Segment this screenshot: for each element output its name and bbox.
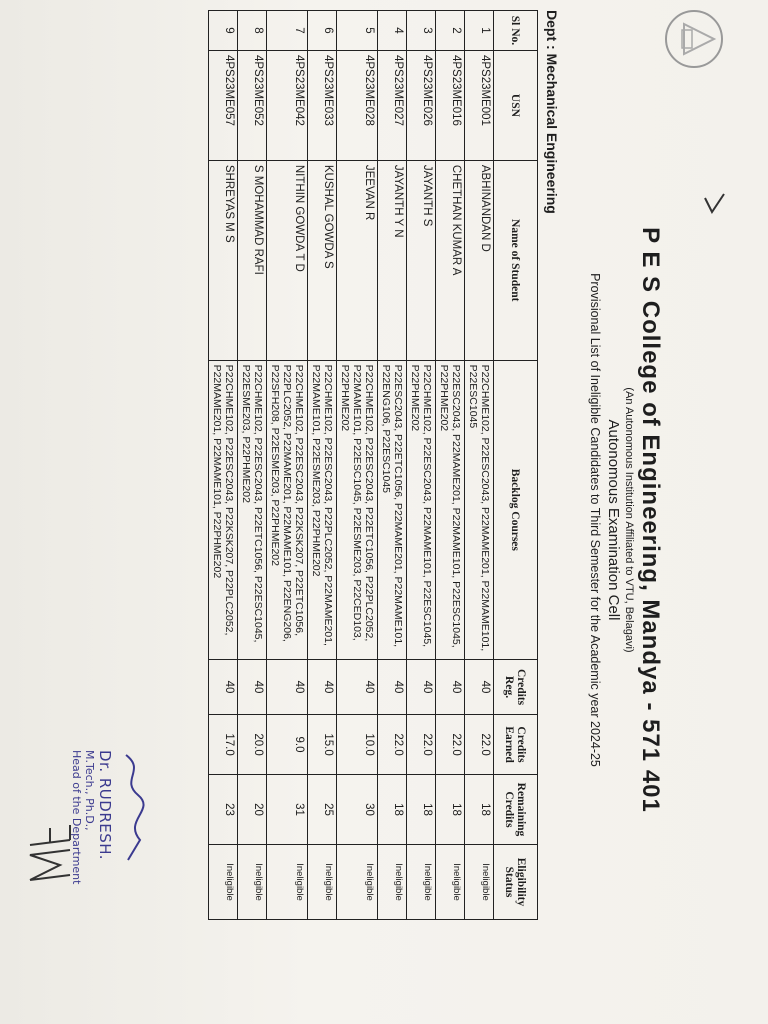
eligibility-status-cell: Ineligible [337,844,378,919]
sl-no-cell: 2 [436,11,465,51]
usn-cell: 4PS23ME001 [465,50,494,160]
remaining-credits-cell: 18 [436,775,465,845]
department-label: Dept : Mechanical Engineering [544,10,560,214]
col-header: Credits Reg. [494,660,538,715]
rotated-document [18,10,668,1010]
credits-registered-cell: 40 [267,660,308,715]
col-header: Remaining Credits [494,775,538,845]
remaining-credits-cell: 18 [407,775,436,845]
credits-registered-cell: 40 [308,660,337,715]
credits-earned-cell: 10.0 [337,715,378,775]
backlog-courses-cell: P22CHME102, P22ESC2043, P22KSK207, P22ETC1056, P22PLC2052, P22MAME201, P22MAME101, P22ENG206, P22SFH208, P22ESME203, P22PHME202 [267,360,308,659]
credits-registered-cell: 40 [378,660,407,715]
credits-registered-cell: 40 [209,660,238,715]
exam-cell-title: Autonomous Examination Cell [605,419,622,621]
col-header: Sl No. [494,11,538,51]
sl-no-cell: 7 [267,11,308,51]
table-row [465,11,494,920]
credits-registered-cell: 40 [407,660,436,715]
credits-earned-cell: 9.0 [267,715,308,775]
col-header: Credits Earned [494,715,538,775]
eligibility-status-cell: Ineligible [378,844,407,919]
usn-cell: 4PS23ME016 [436,50,465,160]
col-header: Eligibility Status [494,844,538,919]
usn-cell: 4PS23ME027 [378,50,407,160]
table-row [267,11,308,920]
sl-no-cell: 8 [238,11,267,51]
credits-registered-cell: 40 [436,660,465,715]
handwritten-me-annotation [20,820,80,895]
sl-no-cell: 9 [209,11,238,51]
usn-cell: 4PS23ME042 [267,50,308,160]
credits-registered-cell: 40 [238,660,267,715]
credits-registered-cell: 40 [337,660,378,715]
table-row [378,11,407,920]
credits-earned-cell: 22.0 [378,715,407,775]
college-logo [656,4,728,74]
remaining-credits-cell: 18 [378,775,407,845]
eligibility-status-cell: Ineligible [407,844,436,919]
credits-earned-cell: 22.0 [436,715,465,775]
col-header: USN [494,50,538,160]
sl-no-cell: 5 [337,11,378,51]
eligibility-status-cell: Ineligible [238,844,267,919]
credits-registered-cell: 40 [465,660,494,715]
backlog-courses-cell: P22CHME102, P22ESC2043, P22PLC2052, P22MAME201, P22MAME101, P22ESME203, P22PHME202 [308,360,337,659]
col-header: Name of Student [494,160,538,360]
remaining-credits-cell: 30 [337,775,378,845]
ineligible-candidates-table [208,10,538,920]
table-row [407,11,436,920]
signatory-qualification: M.Tech., Ph.D., [83,750,96,831]
backlog-courses-cell: P22CHME102, P22ESC2043, P22ETC1056, P22ESC1045, P22ESME203, P22PHME202 [238,360,267,659]
remaining-credits-cell: 18 [465,775,494,845]
remaining-credits-cell: 25 [308,775,337,845]
usn-cell: 4PS23ME057 [209,50,238,160]
usn-cell: 4PS23ME028 [337,50,378,160]
remaining-credits-cell: 23 [209,775,238,845]
credits-earned-cell: 22.0 [407,715,436,775]
student-name-cell: CHETHAN KUMAR A [436,160,465,360]
col-header: Backlog Courses [494,360,538,659]
usn-cell: 4PS23ME026 [407,50,436,160]
student-name-cell: NITHIN GOWDA T D [267,160,308,360]
backlog-courses-cell: P22CHME102, P22ESC2043, P22MAME101, P22ESC1045, P22PHME202 [407,360,436,659]
table-row [337,11,378,920]
credits-earned-cell: 15.0 [308,715,337,775]
remaining-credits-cell: 20 [238,775,267,845]
credits-earned-cell: 22.0 [465,715,494,775]
table-row [436,11,465,920]
table-row [308,11,337,920]
document-header [548,70,668,970]
table-header-row [494,11,538,920]
signatory-name: Dr. RUDRESH. [96,750,114,861]
table-row [209,11,238,920]
sl-no-cell: 4 [378,11,407,51]
eligibility-status-cell: Ineligible [308,844,337,919]
backlog-courses-cell: P22CHME102, P22ESC2043, P22ETC1056, P22PLC2052, P22MAME101, P22ESC1045, P22ESME203, P22CED103, P22PHME202 [337,360,378,659]
affiliation-line: (An Autonomous Institution Affiliated to VTU, Belagavi) [623,387,635,653]
sl-no-cell: 1 [465,11,494,51]
eligibility-status-cell: Ineligible [267,844,308,919]
student-name-cell: S MOHAMMAD RAFI [238,160,267,360]
signatory-designation: Head of the Department [70,750,83,885]
student-name-cell: SHREYAS M S [209,160,238,360]
credits-earned-cell: 17.0 [209,715,238,775]
student-name-cell: ABHINANDAN D [465,160,494,360]
student-name-cell: JAYANTH Y N [378,160,407,360]
eligibility-status-cell: Ineligible [465,844,494,919]
student-name-cell: JAYANTH S [407,160,436,360]
eligibility-status-cell: Ineligible [436,844,465,919]
backlog-courses-cell: P22ESC2043, P22MAME201, P22MAME101, P22ESC1045, P22PHME202 [436,360,465,659]
sl-no-cell: 3 [407,11,436,51]
student-name-cell: KUSHAL GOWDA S [308,160,337,360]
tick-mark [700,190,730,220]
list-title: Provisional List of Ineligible Candidates to Third Semester for the Academic year 2024-25 [588,273,602,767]
credits-earned-cell: 20.0 [238,715,267,775]
eligibility-status-cell: Ineligible [209,844,238,919]
college-name: P E S College of Engineering, Mandya - 571 401 [637,227,664,813]
sl-no-cell: 6 [308,11,337,51]
usn-cell: 4PS23ME052 [238,50,267,160]
usn-cell: 4PS23ME033 [308,50,337,160]
student-name-cell: JEEVAN R [337,160,378,360]
table-row [238,11,267,920]
backlog-courses-cell: P22ESC2043, P22ETC1056, P22MAME201, P22MAME101, P22ENG106, P22ESC1045 [378,360,407,659]
backlog-courses-cell: P22CHME102, P22ESC2043, P22KSK207, P22PLC2052, P22MAME201, P22MAME101, P22PHME202 [209,360,238,659]
backlog-courses-cell: P22CHME102, P22ESC2043, P22MAME201, P22MAME101, P22ESC1045 [465,360,494,659]
signature-scribble [118,750,148,870]
remaining-credits-cell: 31 [267,775,308,845]
